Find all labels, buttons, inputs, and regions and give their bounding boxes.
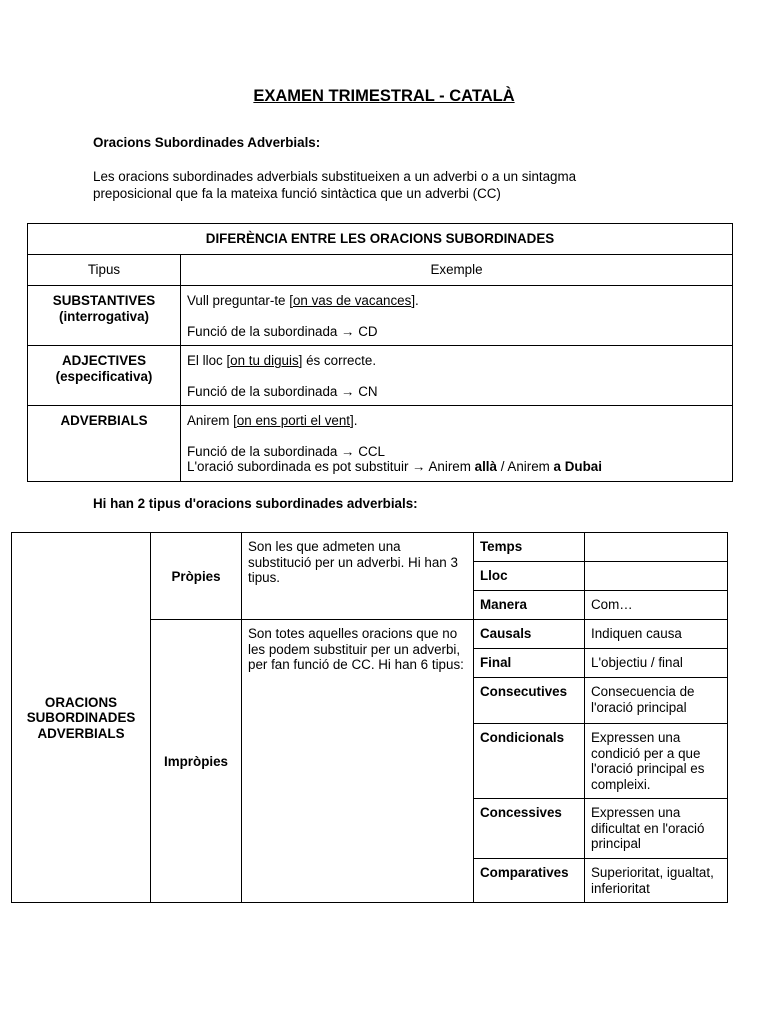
page-title: EXAMEN TRIMESTRAL - CATALÀ <box>253 87 515 105</box>
type-description: L'objectiu / final <box>585 649 728 678</box>
type-name: Consecutives <box>474 678 585 724</box>
subordinate-clause: on vas de vacances <box>292 293 412 308</box>
row-label-type: ADVERBIALS <box>60 413 148 428</box>
type-name: Causals <box>474 620 585 649</box>
row-label <box>28 286 181 346</box>
example-cell <box>181 286 733 346</box>
differences-table <box>27 223 733 482</box>
section-heading-tipus: Hi han 2 tipus d'oracions subordinades adverbials: <box>93 496 418 511</box>
type-description <box>585 533 728 562</box>
row-label-subtype: (especificativa) <box>55 368 153 384</box>
table-row <box>28 406 733 482</box>
group-description-propies: Son les que admeten una substitució per un adverbi. Hi han 3 tipus. <box>242 533 474 620</box>
adverbial-types-table <box>11 532 728 903</box>
type-name: Concessives <box>474 799 585 859</box>
example-sentence: El lloc [on tu diguis] és correcte. <box>187 353 377 368</box>
function-line: Funció de la subordinada → CCL <box>187 443 385 459</box>
type-name: Condicionals <box>474 724 585 799</box>
intro-line: preposicional que fa la mateixa funció sintàctica que un adverbi (CC) <box>93 186 501 201</box>
row-label-type: ADJECTIVES <box>61 353 147 368</box>
subordinate-clause: on tu diguis <box>230 353 299 368</box>
type-description: Superioritat, igualtat, inferioritat <box>585 859 728 903</box>
function-line: Funció de la subordinada → CN <box>187 383 378 399</box>
main-category-label: ORACIONS SUBORDINADES ADVERBIALS <box>12 533 151 903</box>
group-description-impropies: Son totes aquelles oracions que no les podem substituir per un adverbi, per fan funció de CC. Hi han 6 tipus: <box>242 620 474 903</box>
example-sentence: Anirem [on ens porti el vent]. <box>187 413 358 428</box>
example-cell <box>181 406 733 482</box>
row-label-type: SUBSTANTIVES <box>52 293 156 308</box>
type-name: Comparatives <box>474 859 585 903</box>
column-header-tipus: Tipus <box>28 255 181 286</box>
type-description: Expressen una dificultat en l'oració principal <box>585 799 728 859</box>
type-name: Temps <box>474 533 585 562</box>
group-label-impropies: Impròpies <box>151 620 242 903</box>
subordinate-clause: on ens porti el vent <box>236 413 351 428</box>
type-description <box>585 562 728 591</box>
table-row <box>28 286 733 346</box>
type-description: Expressen una condició per a que l'oració principal es compleixi. <box>585 724 728 799</box>
column-header-exemple: Exemple <box>181 255 733 286</box>
function-line: Funció de la subordinada → CD <box>187 323 378 339</box>
table-row <box>28 346 733 406</box>
example-sentence: Vull preguntar-te [on vas de vacances]. <box>187 293 419 308</box>
section-heading-subordinades: Oracions Subordinades Adverbials: <box>93 135 321 150</box>
group-label-propies: Pròpies <box>151 533 242 620</box>
row-label-subtype: (interrogativa) <box>58 308 150 324</box>
intro-paragraph <box>93 168 693 202</box>
row-label <box>28 346 181 406</box>
substitution-line: L'oració subordinada es pot substituir → Anirem allà / Anirem a Dubai <box>187 459 602 474</box>
differences-table-header: DIFERÈNCIA ENTRE LES ORACIONS SUBORDINADES <box>28 224 733 255</box>
type-name: Manera <box>474 591 585 620</box>
type-name: Lloc <box>474 562 585 591</box>
row-label <box>28 406 181 482</box>
type-description: Consecuencia de l'oració principal <box>585 678 728 724</box>
type-description: Indiquen causa <box>585 620 728 649</box>
type-name: Final <box>474 649 585 678</box>
type-description: Com… <box>585 591 728 620</box>
intro-line: Les oracions subordinades adverbials substitueixen a un adverbi o a un sintagma <box>93 169 577 184</box>
example-cell <box>181 346 733 406</box>
